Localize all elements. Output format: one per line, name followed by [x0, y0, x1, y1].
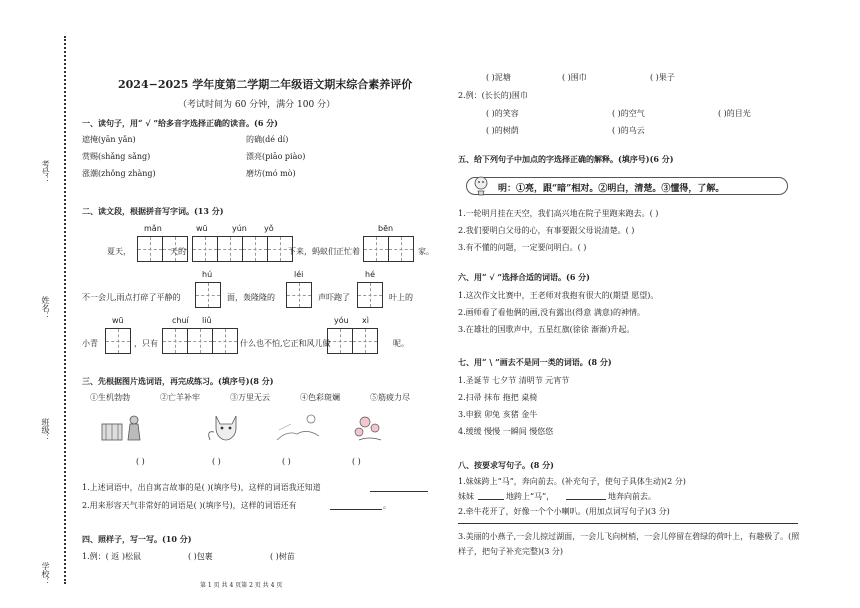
char-box[interactable] — [286, 282, 312, 308]
s1-item[interactable]: 赏赐(shǎng sǎng) — [82, 152, 151, 161]
sky-picture — [273, 410, 323, 444]
s8-q1-fill: 妹妹 — [458, 492, 474, 501]
char-box[interactable] — [195, 282, 221, 308]
s1-heading: 一、读句子，用“ √ ”给多音字选择正确的读音。(6 分) — [82, 118, 278, 128]
s2-heading: 二、读文段，根据拼音写字词。(13 分) — [82, 206, 224, 216]
page-subtitle: （考试时间为 60 分钟，满分 100 分） — [178, 100, 336, 110]
char-box[interactable] — [162, 328, 188, 354]
s1-item[interactable]: 遮掩(yān yǎn) — [82, 135, 136, 144]
char-box[interactable] — [192, 236, 218, 262]
char-box[interactable] — [217, 236, 243, 262]
picture-answer-paren[interactable]: ( ) — [212, 457, 221, 466]
answer-line[interactable] — [478, 499, 504, 500]
s3-option: ②亡羊补牢 — [160, 393, 200, 402]
s3-option: ④色彩斑斓 — [300, 393, 340, 402]
s8-q3: 3.美丽的小燕子,一会儿掠过湖面，一会儿飞向树梢，一会儿停留在碧绿的荷叶上，有趣极了。(照 — [458, 532, 800, 541]
pinyin: léi — [294, 270, 304, 279]
s3-option: ⑤筋疲力尽 — [370, 393, 410, 402]
char-box[interactable] — [363, 236, 389, 262]
s4-example2: 2.例：(长长的)围巾 — [458, 91, 528, 100]
binding-dotted-line — [64, 36, 66, 584]
s4-item[interactable]: ( )的笑容 — [486, 109, 519, 118]
answer-line[interactable] — [370, 491, 428, 492]
s4-item[interactable]: ( )的空气 — [612, 109, 645, 118]
s3-option: ①生机勃勃 — [90, 393, 130, 402]
pinyin: yóu — [334, 316, 349, 325]
pinyin: wū — [196, 224, 208, 233]
picture-answer-paren[interactable]: ( ) — [282, 457, 291, 466]
s2-text: 小青 — [82, 339, 98, 348]
s2-text: 家。 — [418, 247, 434, 256]
side-label-banji: 班级： — [41, 418, 50, 442]
s5-question[interactable]: 2.我们要明白父母的心，有事要跟父母说清楚。( ) — [458, 226, 635, 235]
definition-text: 明：①亮，跟“暗”相对。②明白，清楚。③懂得，了解。 — [498, 184, 725, 194]
s5-heading: 五、给下列句子中加点的字选择正确的解释。(填序号)(6 分) — [458, 154, 674, 164]
pinyin: liǔ — [202, 316, 212, 325]
s4-item[interactable]: ( )包裹 — [188, 552, 213, 561]
s3-q2-end: 。 — [383, 501, 391, 510]
s1-item[interactable]: 漂亮(piāo piào) — [246, 152, 306, 161]
s4-item[interactable]: 1.例：( 返 )松鼠 — [82, 552, 141, 561]
s8-q1-fill: 地跨上“马”， — [506, 492, 555, 501]
s3-option: ③万里无云 — [230, 393, 270, 402]
s4-item[interactable]: ( )围巾 — [562, 73, 587, 82]
pinyin: xì — [362, 316, 369, 325]
pinyin: hé — [365, 270, 375, 279]
s2-text: 下来，蚂蚁们正忙着 — [288, 247, 360, 256]
s4-item[interactable]: ( )的乌云 — [612, 126, 645, 135]
s6-question[interactable]: 1.这次作文比赛中，王老师对我抱有很大的(期望 愿望)。 — [458, 291, 659, 300]
answer-line[interactable] — [458, 523, 798, 524]
s8-q1: 1.妹妹跨上“马”，奔向前去。(补充句子，使句子具体生动)(2 分) — [458, 477, 686, 486]
picture-answer-paren[interactable]: ( ) — [352, 457, 361, 466]
s5-question[interactable]: 1.一轮明月挂在天空，我们高兴地在院子里跑来跑去。( ) — [458, 209, 659, 218]
s7-question[interactable]: 2.扫帚 抹布 拖把 桌椅 — [458, 393, 538, 402]
s1-item[interactable]: 的确(dé dí) — [246, 135, 289, 144]
page-title: 2024−2025 学年度第二学期二年级语文期末综合素养评价 — [118, 78, 413, 91]
s2-text: 呢。 — [393, 339, 409, 348]
s7-question[interactable]: 3.申猴 卯兔 亥猪 金牛 — [458, 410, 538, 419]
picture-answer-paren[interactable]: ( ) — [136, 457, 145, 466]
cartoon-monkey-icon — [470, 174, 492, 196]
s4-item[interactable]: ( )泥塘 — [486, 73, 511, 82]
s2-text: 什么也不怕,它正和风儿做 — [240, 339, 331, 348]
s8-q1-fill: 地奔向前去。 — [608, 492, 656, 501]
char-box[interactable] — [137, 236, 163, 262]
s3-q1: 1.上述词语中，出自寓言故事的是( )(填序号)，这样的词语我还知道 — [82, 483, 321, 492]
s2-text: 叶上的 — [389, 293, 413, 302]
s6-question[interactable]: 3.在雄壮的国歌声中，五星红旗(徐徐 渐渐)升起。 — [458, 325, 635, 334]
pinyin: yǒ — [264, 224, 274, 233]
pinyin: bēn — [378, 224, 394, 233]
char-box[interactable] — [388, 236, 414, 262]
s4-item[interactable]: ( )的目光 — [718, 109, 751, 118]
s2-text: ，只有 — [134, 339, 158, 348]
sheep-pen-picture — [98, 410, 148, 444]
pinyin: yún — [232, 224, 247, 233]
s3-heading: 三、先根据图片选词语，再完成练习。(填序号)(8 分) — [82, 376, 274, 386]
s4-item[interactable]: ( )树苗 — [270, 552, 295, 561]
char-box[interactable] — [105, 328, 131, 354]
s5-question[interactable]: 3.有不懂的问题，一定要问明白。( ) — [458, 243, 587, 252]
pinyin: mǎn — [144, 224, 162, 233]
s8-q2: 2.牵牛花开了，好像一个个小喇叭。(用加点词写句子)(3 分) — [458, 507, 670, 516]
side-label-xuexiao: 学校： — [41, 562, 50, 586]
s2-text: 不一会儿,雨点打碎了平静的 — [82, 293, 181, 302]
s3-q2: 2.用来形容天气非常好的词语是( )(填序号)，这样的词语还有 — [82, 501, 297, 510]
s8-q3-cont: 样子，把句子补充完整)(3 分) — [458, 547, 563, 556]
pinyin: wū — [112, 316, 124, 325]
s4-heading: 四、照样子，写一写。(10 分) — [82, 534, 192, 544]
s4-item[interactable]: ( )的树荫 — [486, 126, 519, 135]
cat-picture — [202, 410, 252, 444]
s2-text: 面，轰隆隆的 — [227, 293, 275, 302]
char-box[interactable] — [187, 328, 213, 354]
answer-line[interactable] — [330, 509, 382, 510]
char-box[interactable] — [242, 236, 268, 262]
char-box[interactable] — [352, 328, 378, 354]
s1-item[interactable]: 磨坊(mó mò) — [246, 169, 296, 178]
s4-item[interactable]: ( )果子 — [650, 73, 675, 82]
pinyin: hú — [202, 270, 213, 279]
s8-heading: 八、按要求写句子。(8 分) — [458, 460, 554, 470]
s6-question[interactable]: 2.画师看了看他俩的画,没有露出(得意 满意)的神情。 — [458, 308, 645, 317]
answer-line[interactable] — [566, 499, 606, 500]
s7-question[interactable]: 1.圣诞节 七夕节 清明节 元宵节 — [458, 376, 570, 385]
s6-heading: 六、用“ √ ”选择合适的词语。(6 分) — [458, 272, 590, 282]
flower-picture — [345, 410, 395, 444]
s2-text: 夏天， — [107, 247, 131, 256]
page-footer: 第 1 页 共 4 页第 2 页 共 4 页 — [200, 582, 283, 589]
s7-question[interactable]: 4.缓缓 慢慢 一瞬间 慢悠悠 — [458, 427, 554, 436]
char-box[interactable] — [212, 328, 238, 354]
s1-item[interactable]: 涨潮(zhǒng zhàng) — [82, 169, 156, 178]
s7-heading: 七、用“ \ ”画去不是同一类的词语。(8 分) — [458, 357, 612, 367]
s2-text: 天的 — [170, 247, 186, 256]
pinyin: chuí — [172, 316, 189, 325]
char-box[interactable] — [357, 282, 383, 308]
side-label-xingming: 姓名： — [41, 296, 50, 320]
s2-text: 声吓跑了 — [318, 293, 350, 302]
side-label-kaohao: 考号： — [41, 160, 50, 184]
